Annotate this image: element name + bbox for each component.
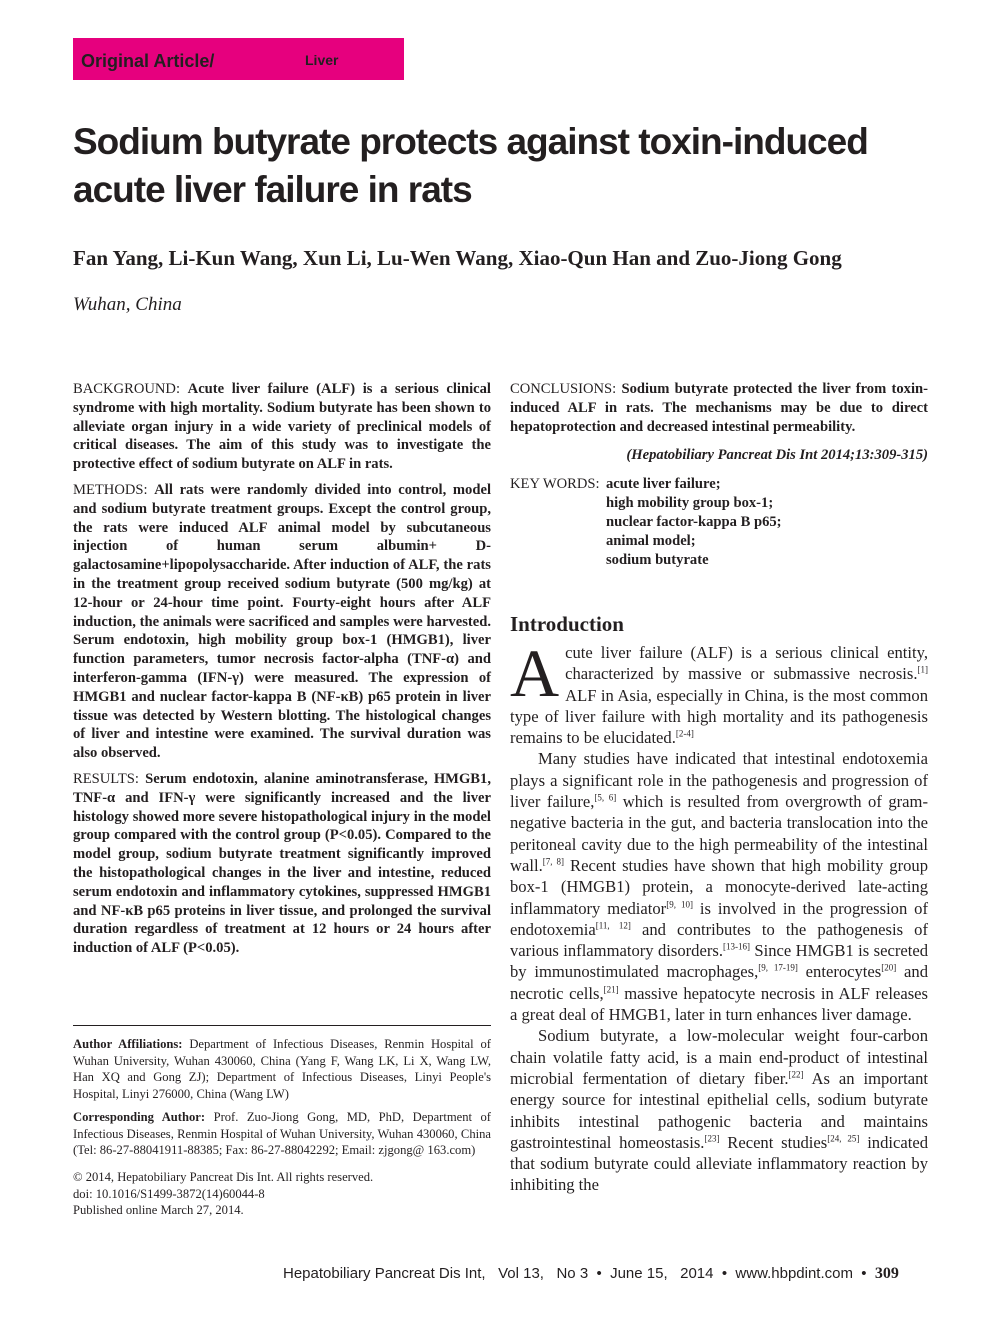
- copyright: © 2014, Hepatobiliary Pancreat Dis Int. All rights reserved.: [73, 1169, 374, 1184]
- keywords-list: [606, 475, 928, 570]
- keywords-label: KEY WORDS:: [510, 476, 600, 493]
- keyword-item: sodium butyrate: [606, 552, 709, 569]
- keyword-item: high mobility group box-1;: [606, 495, 774, 512]
- article-type-label: Original Article/: [81, 51, 215, 71]
- keywords: [510, 475, 928, 570]
- article-title: Sodium butyrate protects against toxin-induced acute liver failure in rats: [73, 121, 868, 210]
- author-affiliations: Author Affiliations: Department of Infectious Diseases, Renmin Hospital of Wuhan University, Wuhan 430060, China (Yang F, Wang LK, Li X, Wang LW, Han XQ and Gong ZJ); Department of Infectious Diseases, Linyi People's Hospital, Linyi 276000, China (Wang LW): [73, 1037, 491, 1102]
- journal-citation: (Hepatobiliary Pancreat Dis Int 2014;13:309-315): [626, 447, 928, 464]
- abstract-left-column: [73, 380, 491, 965]
- corresponding-author: Corresponding Author: Prof. Zuo-Jiong Gong, MD, PhD, Department of Infectious Diseases, Renmin Hospital of Wuhan University, Wuhan 430060, China (Tel: 86-27-88041911-88385; Fax: 86-27-88042292; Email: zjgong@ 163.com): [73, 1109, 492, 1158]
- author-list: Fan Yang, Li-Kun Wang, Xun Li, Lu-Wen Wang, Xiao-Qun Han and Zuo-Jiong Gong: [73, 246, 842, 270]
- doi: doi: 10.1016/S1499-3872(14)60044-8: [73, 1186, 265, 1201]
- footnote-divider: [73, 1025, 491, 1026]
- drop-cap: A: [510, 635, 560, 711]
- article-type-banner: [73, 38, 404, 80]
- abstract-results: RESULTS: Serum endotoxin, alanine aminotransferase, HMGB1, TNF-α and IFN-γ were significantly increased and the liver histology showed more severe histopathological injury in the model group compared with the control group (P<0.05). Compared to the model group, sodium butyrate treatment significantly improved the histopathological changes in the liver and intestine, reduced serum endotoxin and inflammatory cytokines, suppressed HMGB1 and NF-κB p65 proteins in liver tissue, and prolonged the survival duration regardless of treatment at 12 hours or 24 hours after induction of ALF (P<0.05).: [73, 770, 491, 957]
- keyword-item: nuclear factor-kappa B p65;: [606, 514, 782, 531]
- abstract-right-column: [510, 380, 928, 570]
- intro-paragraph-2: Many studies have indicated that intestinal endotoxemia plays a significant role in the pathogenesis and progression of liver failure,[5, 6] which is resulted from overgrowth of gram-negative bacteria in the gut, and bacteria translocation into the peritoneal cavity due to the high permeability of the intestinal wall.[7, 8] Recent studies have shown that high mobility group box-1 (HMGB1) protein, a monocyte-derived late-acting inflammatory mediator[9, 10] is involved in the progression of endotoxemia[11, 12] and contributes to the pathogenesis of various inflammatory disorders.[13-16] Since HMGB1 is secreted by immunostimulated macrophages,[9, 17-19] enterocytes[20] and necrotic cells,[21] massive hepatocyte necrosis in ALF releases a great deal of HMGB1, later in turn enhances liver damage.: [510, 749, 929, 1025]
- page-footer: [283, 1265, 899, 1283]
- author-notes: [73, 1036, 491, 1219]
- footer-journal-info: Hepatobiliary Pancreat Dis Int, Vol 13, No 3 • June 15, 2014 • www.hbpdint.com •: [283, 1265, 875, 1282]
- abstract-methods: METHODS: All rats were randomly divided into control, model and sodium butyrate treatment groups. Except the control group, the rats were induced ALF animal model by subcutaneous injection of human serum albumin+ D-galactosamine+lipopolysaccharide. After induction of ALF, the rats in the treatment group received sodium butyrate (500 mg/kg) at 12-hour or 24-hour time point. Fourty-eight hours after ALF induction, the animals were sacrificed and samples were harvested. Serum endotoxin, high mobility group box-1 (HMGB1), liver function parameters, tumor necrosis factor-alpha (TNF-α) and interferon-gamma (IFN-γ) were measured. The expression of HMGB1 and nuclear factor-kappa B (NF-κB) p65 protein in liver tissue was detected by Western blotting. The histological changes of liver and intestine were examined. The survival duration was also observed.: [73, 481, 491, 762]
- keyword-item: animal model;: [606, 533, 696, 550]
- introduction-body: [510, 635, 929, 1196]
- introduction-heading: Introduction: [510, 612, 624, 636]
- author-location: Wuhan, China: [73, 294, 182, 315]
- intro-paragraph-3: Sodium butyrate, a low-molecular weight four-carbon chain volatile fatty acid, is a main end-product of intestinal microbial fermentation of dietary fiber.[22] As an important energy source for intestinal epithelial cells, sodium butyrate inhibits intestinal pathogenic bacteria and maintains gastrointestinal homeostasis.[23] Recent studies[24, 25] indicated that sodium butyrate could alleviate inflammatory reaction by inhibiting the: [510, 1026, 929, 1195]
- abstract-background: BACKGROUND: Acute liver failure (ALF) is a serious clinical syndrome with high mortality. Sodium butyrate has been shown to alleviate organ injury in a wide variety of preclinical models of critical diseases. The aim of this study was to investigate the protective effect of sodium butyrate on ALF in rats.: [73, 381, 491, 473]
- article-section-label: Liver: [305, 52, 339, 68]
- publication-date: Published online March 27, 2014.: [73, 1203, 244, 1218]
- page-number: 309: [874, 1265, 899, 1282]
- keyword-item: acute liver failure;: [606, 476, 721, 493]
- abstract-conclusions: CONCLUSIONS: Sodium butyrate protected the liver from toxin-induced ALF in rats. The mechanisms may be due to direct hepatoprotection and decreased intestinal permeability.: [510, 381, 928, 435]
- intro-paragraph-1: Acute liver failure (ALF) is a serious clinical entity, characterized by massive or submassive necrosis.[1] ALF in Asia, especially in China, is the most common type of liver failure with high mortality and its pathogenesis remains to be elucidated.[2-4]: [510, 635, 928, 748]
